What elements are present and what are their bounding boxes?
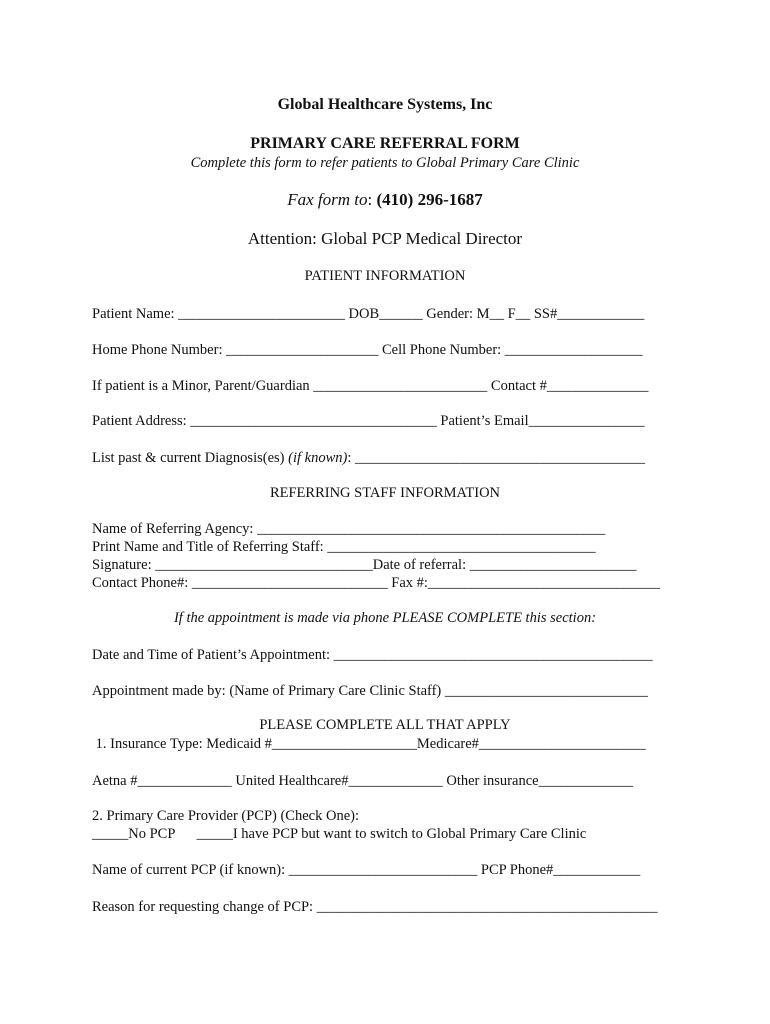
referring-staff-line[interactable]: Print Name and Title of Referring Staff: _____________________________________ xyxy=(92,539,596,555)
contact-phone-fax-line[interactable]: Contact Phone#: ___________________________ Fax #:________________________________ xyxy=(92,575,660,591)
form-title: PRIMARY CARE REFERRAL FORM xyxy=(250,135,520,152)
attention-line: Attention: Global PCP Medical Director xyxy=(247,229,523,248)
diagnosis-label: List past & current Diagnosis(es) xyxy=(92,450,289,466)
patient-section-title: PATIENT INFORMATION xyxy=(304,268,466,284)
company-name: Global Healthcare Systems, Inc xyxy=(277,96,493,113)
diagnosis-blank[interactable]: : ________________________________________ xyxy=(347,450,645,466)
diagnosis-line[interactable] xyxy=(92,449,645,467)
appointment-datetime-line[interactable]: Date and Time of Patient’s Appointment: ____________________________________________ xyxy=(92,647,653,663)
signature-date-line[interactable]: Signature: ______________________________Date of referral: _______________________ xyxy=(92,557,637,573)
current-pcp-line[interactable]: Name of current PCP (if known): __________________________ PCP Phone#____________ xyxy=(92,862,641,878)
patient-name-dob-gender-ssn-line[interactable]: Patient Name: _______________________ DOB______ Gender: M__ F__ SS#____________ xyxy=(92,306,645,322)
diagnosis-if-known: (if known) xyxy=(288,450,348,466)
fax-label: Fax form to xyxy=(287,190,368,209)
other-insurance-line[interactable]: Aetna #_____________ United Healthcare#_____________ Other insurance_____________ xyxy=(92,773,633,789)
form-subtitle: Complete this form to refer patients to Global Primary Care Clinic xyxy=(190,155,580,171)
pcp-heading: 2. Primary Care Provider (PCP) (Check One): xyxy=(92,808,359,824)
pcp-check-line[interactable]: _____No PCP _____I have PCP but want to switch to Global Primary Care Clinic xyxy=(92,826,587,842)
fax-number: (410) 296-1687 xyxy=(376,190,483,209)
phone-appointment-note: If the appointment is made via phone PLEASE COMPLETE this section: xyxy=(173,610,597,626)
complete-all-title: PLEASE COMPLETE ALL THAT APPLY xyxy=(259,717,511,733)
pcp-change-reason-line[interactable]: Reason for requesting change of PCP: _______________________________________________ xyxy=(92,899,658,915)
insurance-type-line[interactable]: 1. Insurance Type: Medicaid #____________________Medicare#_______________________ xyxy=(92,736,646,752)
address-email-line[interactable]: Patient Address: __________________________________ Patient’s Email________________ xyxy=(92,413,645,429)
referring-section-title: REFERRING STAFF INFORMATION xyxy=(269,485,501,501)
fax-line xyxy=(0,190,770,210)
phone-numbers-line[interactable]: Home Phone Number: _____________________ Cell Phone Number: ___________________ xyxy=(92,342,643,358)
appointment-made-by-line[interactable]: Appointment made by: (Name of Primary Care Clinic Staff) ____________________________ xyxy=(92,683,648,699)
guardian-contact-line[interactable]: If patient is a Minor, Parent/Guardian ________________________ Contact #______________ xyxy=(92,378,649,394)
fax-colon: : xyxy=(367,190,377,209)
referring-agency-line[interactable]: Name of Referring Agency: ________________________________________________ xyxy=(92,521,606,537)
